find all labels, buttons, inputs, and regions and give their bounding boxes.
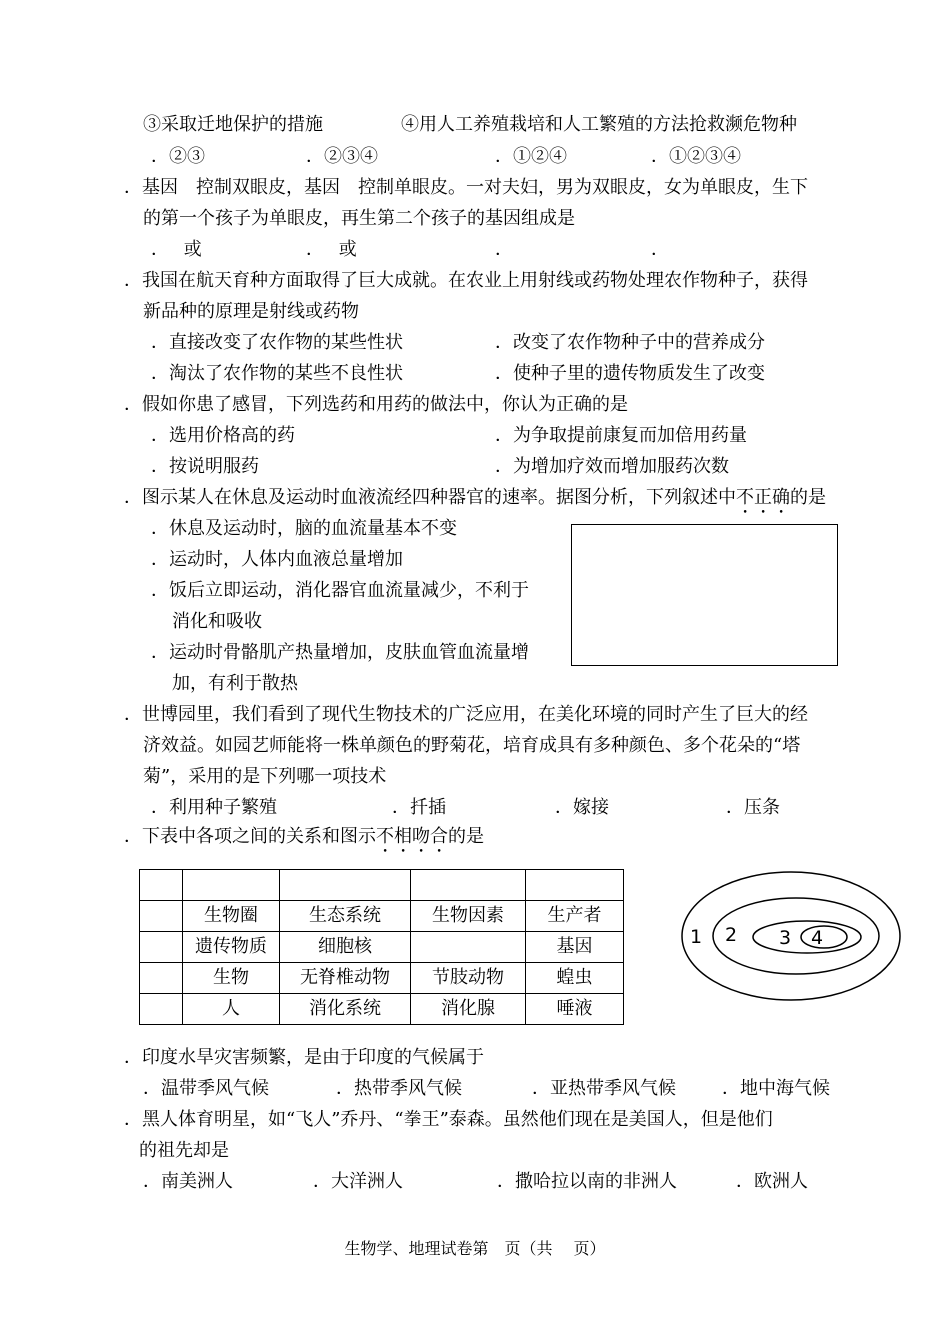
- question-space-breeding-cont: 新品种的原理是射线或药物: [143, 301, 359, 322]
- line-measure-4: ④用人工养殖栽培和人工繁殖的方法抢救濒危物种: [401, 114, 797, 135]
- question-text-end: 的是: [790, 487, 826, 508]
- figure-placeholder: [571, 524, 838, 666]
- table-cell: [526, 870, 624, 901]
- option-a: ．②③: [151, 146, 205, 167]
- option-a: ．温带季风气候: [143, 1078, 269, 1099]
- table-row: [140, 901, 624, 932]
- option-d: ．为增加疗效而增加服药次数: [495, 456, 729, 477]
- option-c: ．嫁接: [555, 797, 609, 818]
- table-cell: [140, 932, 183, 963]
- option-c: ．撒哈拉以南的非洲人: [497, 1171, 677, 1192]
- question-expo-cont: 济效益。如园艺师能将一株单颜色的野菊花，培育成具有多种颜色、多个花朵的“塔: [143, 735, 801, 756]
- option-d-cont: 加，有利于散热: [172, 673, 298, 694]
- option-c: ．: [495, 239, 513, 260]
- question-text-end: 的是: [448, 826, 484, 847]
- table-cell: 生态系统: [280, 901, 411, 932]
- option-b: ．②③④: [306, 146, 378, 167]
- question-india-climate: ．印度水旱灾害频繁，是由于印度的气候属于: [124, 1047, 484, 1068]
- table-cell: 遗传物质: [183, 932, 280, 963]
- table-cell: [183, 870, 280, 901]
- table-cell: 生物圈: [183, 901, 280, 932]
- option-b: ．为争取提前康复而加倍用药量: [495, 425, 747, 446]
- option-d: ．①②③④: [651, 146, 741, 167]
- table-cell: 生物因素: [411, 901, 526, 932]
- option-b: ．运动时，人体内血液总量增加: [151, 549, 403, 570]
- question-genotype-cont: 的第一个孩子为单眼皮，再生第二个孩子的基因组成是: [143, 208, 575, 229]
- question-athletes: ．黑人体育明星，如“飞人”乔丹、“拳王”泰森。虽然他们现在是美国人，但是他们: [124, 1109, 773, 1130]
- table-cell: [411, 932, 526, 963]
- question-expo-cont2: 菊”，采用的是下列哪一项技术: [143, 766, 387, 787]
- table-row: [140, 963, 624, 994]
- question-athletes-cont: 的祖先却是: [139, 1140, 229, 1161]
- table-cell: 无脊椎动物: [280, 963, 411, 994]
- circle-3: [753, 921, 861, 953]
- question-blood-flow: [124, 487, 826, 518]
- option-d: ．: [651, 239, 669, 260]
- option-d: ．压条: [726, 797, 780, 818]
- label-2: 2: [725, 924, 738, 946]
- option-c: ．按说明服药: [151, 456, 259, 477]
- table-row: [140, 932, 624, 963]
- question-space-breeding: ．我国在航天育种方面取得了巨大成就。在农业上用射线或药物处理农作物种子，获得: [124, 270, 808, 291]
- table-cell: 唾液: [526, 994, 624, 1025]
- question-genotype: ．基因 控制双眼皮，基因 控制单眼皮。一对夫妇，男为双眼皮，女为单眼皮，生下: [124, 177, 808, 198]
- option-a: ．利用种子繁殖: [151, 797, 277, 818]
- table-cell: 细胞核: [280, 932, 411, 963]
- circle-4: [801, 926, 847, 948]
- question-text: ．下表中各项之间的关系和图示: [124, 826, 376, 847]
- table-cell: [140, 963, 183, 994]
- option-c: ．淘汰了农作物的某些不良性状: [151, 363, 403, 384]
- table-cell: 消化腺: [411, 994, 526, 1025]
- option-b: ．改变了农作物种子中的营养成分: [495, 332, 765, 353]
- option-d: ．欧洲人: [736, 1171, 808, 1192]
- question-expo: ．世博园里，我们看到了现代生物技术的广泛应用，在美化环境的同时产生了巨大的经: [124, 704, 808, 725]
- table-cell: [140, 901, 183, 932]
- page-footer: 生物学、地理试卷第 页（共 页）: [344, 1239, 606, 1258]
- table-cell: 节肢动物: [411, 963, 526, 994]
- option-b: ．热带季风气候: [336, 1078, 462, 1099]
- question-medicine: ．假如你患了感冒，下列选药和用药的做法中，你认为正确的是: [124, 394, 628, 415]
- option-b: ．扦插: [392, 797, 446, 818]
- table-row: [140, 870, 624, 901]
- relationship-table: [139, 869, 624, 1025]
- option-a: ．休息及运动时，脑的血流量基本不变: [151, 518, 457, 539]
- option-c: ．饭后立即运动，消化器官血流量减少，不利于: [151, 580, 529, 601]
- label-4: 4: [811, 927, 824, 949]
- emphasis-text: 不相吻合: [376, 826, 448, 847]
- option-a: ．直接改变了农作物的某些性状: [151, 332, 403, 353]
- option-c: ．亚热带季风气候: [532, 1078, 676, 1099]
- table-row: [140, 994, 624, 1025]
- table-cell: 消化系统: [280, 994, 411, 1025]
- option-b: ． 或: [306, 239, 357, 260]
- option-c-cont: 消化和吸收: [172, 611, 262, 632]
- table-cell: 人: [183, 994, 280, 1025]
- option-a: ． 或: [151, 239, 202, 260]
- table-cell: [411, 870, 526, 901]
- table-cell: 生物: [183, 963, 280, 994]
- label-1: 1: [690, 926, 703, 948]
- nested-circles-diagram: [680, 870, 910, 1010]
- option-c: ．①②④: [495, 146, 567, 167]
- option-d: ．运动时骨骼肌产热量增加，皮肤血管血流量增: [151, 642, 529, 663]
- label-3: 3: [779, 927, 792, 949]
- question-text: ．图示某人在休息及运动时血液流经四种器官的速率。据图分析，下列叙述中: [124, 487, 736, 508]
- table-cell: 生产者: [526, 901, 624, 932]
- table-cell: [280, 870, 411, 901]
- option-d: ．使种子里的遗传物质发生了改变: [495, 363, 765, 384]
- option-a: ．选用价格高的药: [151, 425, 295, 446]
- question-relationship: [124, 826, 484, 857]
- circle-2: [713, 898, 879, 974]
- option-d: ．地中海气候: [722, 1078, 830, 1099]
- emphasis-text: 不正确: [736, 487, 790, 508]
- table-cell: 基因: [526, 932, 624, 963]
- table-cell: 蝗虫: [526, 963, 624, 994]
- option-a: ．南美洲人: [143, 1171, 233, 1192]
- table-cell: [140, 870, 183, 901]
- option-b: ．大洋洲人: [313, 1171, 403, 1192]
- line-measure-3: ③采取迁地保护的措施: [143, 114, 323, 135]
- table-cell: [140, 994, 183, 1025]
